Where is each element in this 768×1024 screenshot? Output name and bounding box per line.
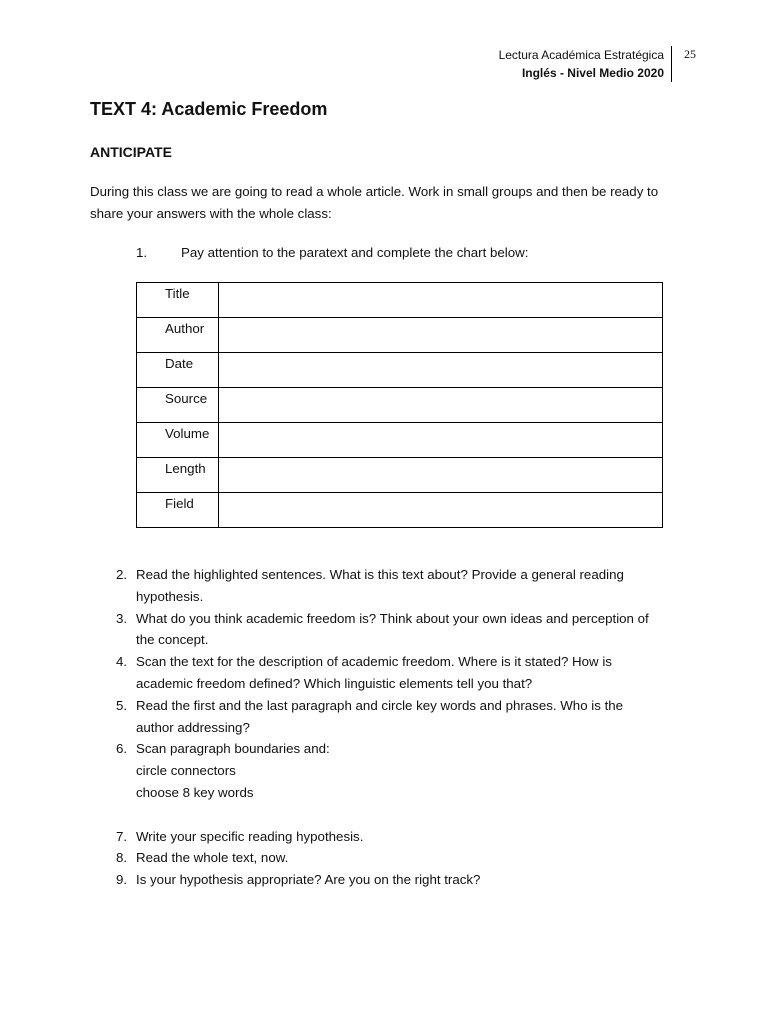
task-text-line: Read the highlighted sentences. What is this text about? Provide a general reading	[136, 567, 624, 582]
task-number: 9.	[116, 872, 128, 888]
task-text-line: Write your specific reading hypothesis.	[136, 828, 364, 844]
task-number: 2.	[116, 567, 128, 582]
task-item	[90, 738, 680, 803]
task-text-line: circle connectors	[136, 763, 236, 779]
chart-row-label: Length	[137, 458, 219, 493]
chart-row-label: Title	[137, 283, 219, 318]
paratext-chart	[136, 282, 663, 528]
chart-row-value-field[interactable]	[219, 458, 663, 493]
chart-row-label: Author	[137, 318, 219, 353]
task-number: 6.	[116, 741, 128, 757]
task-text-line: Read the whole text, now.	[136, 850, 289, 866]
chart-row	[137, 388, 663, 423]
task-text-line: hypothesis.	[136, 588, 204, 604]
page-title: TEXT 4: Academic Freedom	[90, 99, 328, 119]
step-1-number: 1.	[136, 245, 148, 260]
chart-row	[137, 318, 663, 353]
page-header	[499, 46, 672, 82]
task-number: 4.	[116, 654, 128, 670]
task-text-line: choose 8 key words	[136, 784, 254, 800]
task-item	[90, 564, 680, 608]
chart-row	[137, 423, 663, 458]
task-item	[90, 826, 680, 848]
task-number: 5.	[116, 697, 128, 713]
task-text-line: the concept.	[136, 632, 209, 648]
task-number: 3.	[116, 610, 128, 626]
task-text-line: Scan the text for the description of academic freedom. Where is it stated? How is	[136, 654, 612, 670]
chart-row-value-field[interactable]	[219, 423, 663, 458]
chart-row-label: Volume	[137, 423, 219, 458]
intro-paragraph: During this class we are going to read a whole article. Work in small groups and then be ready to share your answers with the whole class:	[90, 184, 659, 221]
task-item	[90, 695, 680, 739]
chart-row-label: Date	[137, 353, 219, 388]
task-item	[90, 651, 680, 695]
step-1	[136, 243, 528, 263]
chart-row-value-field[interactable]	[219, 283, 663, 318]
chart-row-label: Source	[137, 388, 219, 423]
chart-row	[137, 493, 663, 528]
chart-row-value-field[interactable]	[219, 318, 663, 353]
task-text-line: author addressing?	[136, 719, 250, 735]
header-course: Lectura Académica Estratégica	[498, 48, 664, 62]
task-item	[90, 608, 680, 652]
task-number: 7.	[116, 828, 128, 844]
task-list	[90, 564, 680, 891]
chart-row	[137, 458, 663, 493]
chart-row-value-field[interactable]	[219, 493, 663, 528]
task-text-line: Is your hypothesis appropriate? Are you on the right track?	[136, 872, 481, 888]
chart-row	[137, 283, 663, 318]
task-text-line: Read the first and the last paragraph and circle key words and phrases. Who is the	[136, 697, 624, 713]
task-text-line: Scan paragraph boundaries and:	[136, 741, 330, 757]
task-number: 8.	[116, 850, 128, 866]
chart-row	[137, 353, 663, 388]
task-item	[90, 847, 680, 869]
chart-row-value-field[interactable]	[219, 353, 663, 388]
chart-row-value-field[interactable]	[219, 388, 663, 423]
page-number: 25	[684, 47, 696, 61]
header-level: Inglés - Nivel Medio 2020	[521, 66, 664, 80]
task-text-line: What do you think academic freedom is? Think about your own ideas and perception of	[136, 610, 649, 626]
task-text-line: academic freedom defined? Which linguistic elements tell you that?	[136, 675, 533, 691]
chart-row-label: Field	[137, 493, 219, 528]
task-item	[90, 869, 680, 891]
section-heading: ANTICIPATE	[90, 144, 172, 160]
step-1-text: Pay attention to the paratext and complete the chart below:	[181, 245, 529, 260]
